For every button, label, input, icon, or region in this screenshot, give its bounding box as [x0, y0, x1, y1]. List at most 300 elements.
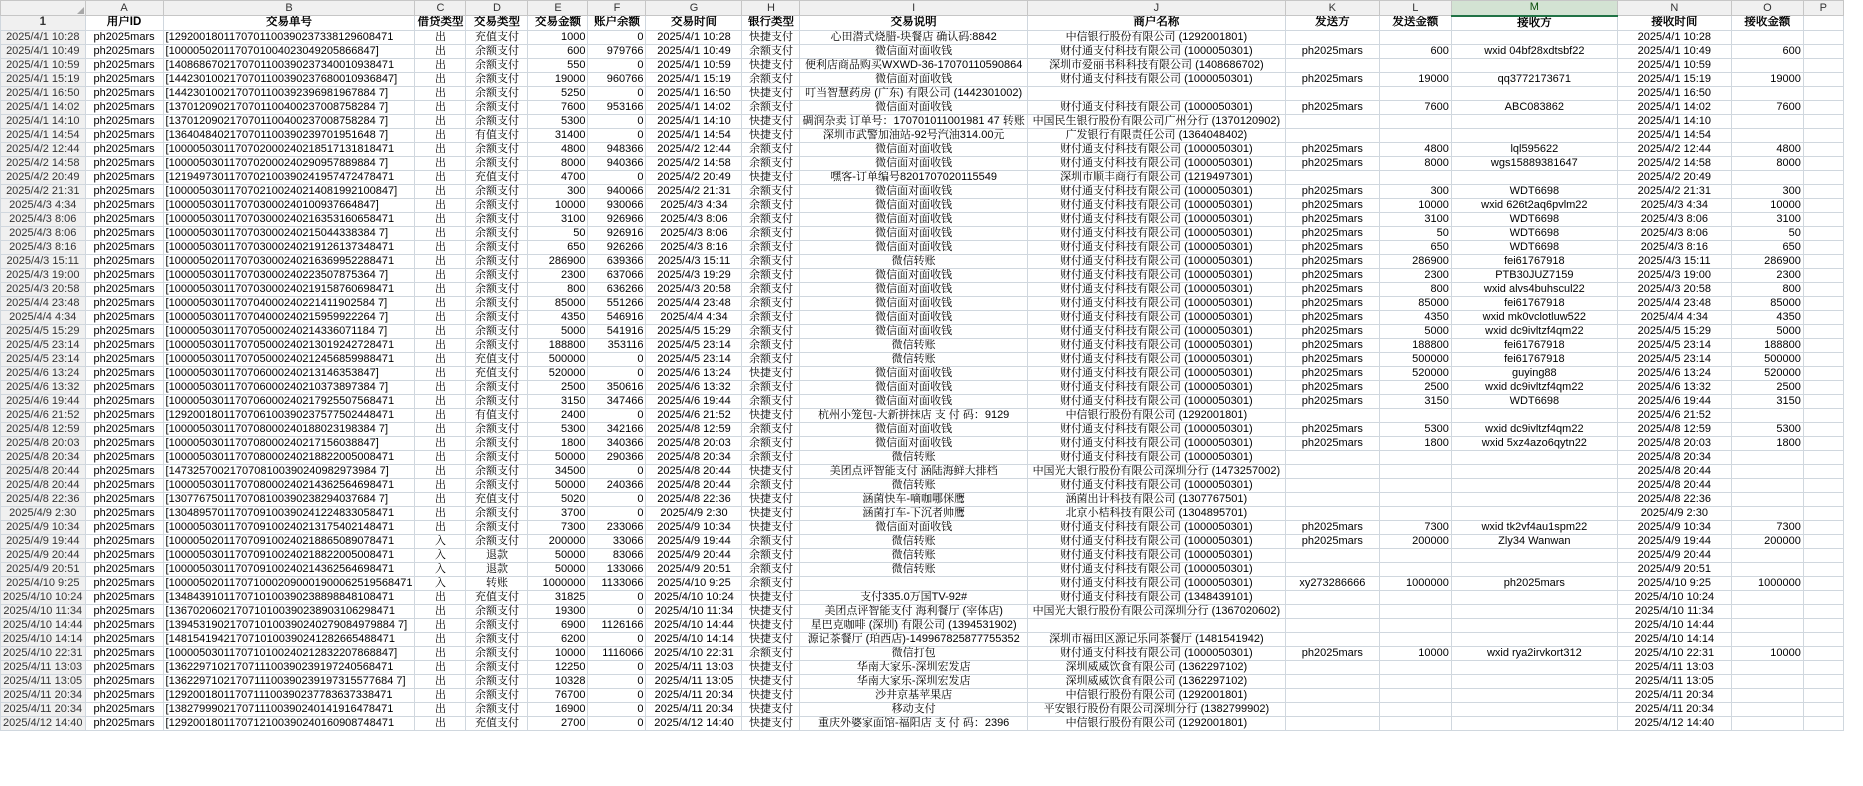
cell-d2025/4/1 16:50[interactable]: 余额支付 — [466, 86, 528, 100]
cell-a2025/4/5 15:29[interactable]: ph2025mars — [85, 324, 163, 338]
cell-p2025/4/8 20:44[interactable] — [1803, 464, 1843, 478]
cell-o2025/4/8 22:36[interactable] — [1731, 492, 1803, 506]
cell-n2025/4/1 10:49[interactable]: 2025/4/1 10:49 — [1617, 44, 1731, 58]
cell-m2025/4/9 10:34[interactable]: wxid tk2vf4au1spm22 — [1451, 520, 1617, 534]
cell-k2025/4/1 10:49[interactable]: ph2025mars — [1285, 44, 1379, 58]
cell-e2025/4/6 21:52[interactable]: 2400 — [528, 408, 588, 422]
cell-e2025/4/12 14:40[interactable]: 2700 — [528, 716, 588, 730]
cell-o2025/4/5 23:14[interactable]: 188800 — [1731, 338, 1803, 352]
cell-f2025/4/9 19:44[interactable]: 33066 — [588, 534, 646, 548]
cell-i2025/4/9 20:44[interactable]: 微信转账 — [800, 548, 1027, 562]
row-header-2025/4/5 23:14[interactable]: 2025/4/5 23:14 — [1, 352, 86, 366]
cell-j2025/4/10 9:25[interactable]: 财付通支付科技有限公司 (1000050301) — [1027, 576, 1285, 590]
cell-h2025/4/9 20:44[interactable]: 余额支付 — [742, 548, 800, 562]
cell-l2025/4/12 14:40[interactable] — [1379, 716, 1451, 730]
cell-c2025/4/8 20:44[interactable]: 出 — [415, 464, 466, 478]
cell-g2025/4/11 13:05[interactable]: 2025/4/11 13:05 — [646, 674, 742, 688]
cell-i2025/4/1 10:28[interactable]: 心田潜式烧腊-块餐店 确认码:8842 — [800, 30, 1027, 44]
cell-n2025/4/10 22:31[interactable]: 2025/4/10 22:31 — [1617, 646, 1731, 660]
cell-j2025/4/10 11:34[interactable]: 中国光大银行股份有限公司深圳分行 (1367020602) — [1027, 604, 1285, 618]
cell-n2025/4/1 10:59[interactable]: 2025/4/1 10:59 — [1617, 58, 1731, 72]
cell-o2025/4/5 23:14[interactable]: 500000 — [1731, 352, 1803, 366]
cell-a2025/4/10 14:14[interactable]: ph2025mars — [85, 632, 163, 646]
cell-n2025/4/4 23:48[interactable]: 2025/4/4 23:48 — [1617, 296, 1731, 310]
cell-d2025/4/8 20:44[interactable]: 余额支付 — [466, 464, 528, 478]
row-header-2025/4/1 10:59[interactable]: 2025/4/1 10:59 — [1, 58, 86, 72]
cell-k2025/4/11 20:34[interactable] — [1285, 688, 1379, 702]
cell-a2025/4/8 20:44[interactable]: ph2025mars — [85, 478, 163, 492]
cell-b2025/4/4 23:48[interactable]: [1000050301170704000240221411902584 7] — [163, 296, 415, 310]
cell-a2025/4/1 15:19[interactable]: ph2025mars — [85, 72, 163, 86]
cell-f2025/4/11 20:34[interactable]: 0 — [588, 702, 646, 716]
cell-k2025/4/10 14:44[interactable] — [1285, 618, 1379, 632]
cell-m2025/4/2 14:58[interactable]: wgs15889381647 — [1451, 156, 1617, 170]
cell-a2025/4/4 23:48[interactable]: ph2025mars — [85, 296, 163, 310]
cell-d2025/4/4 4:34[interactable]: 余额支付 — [466, 310, 528, 324]
cell-b2025/4/11 13:05[interactable]: [1362297102170711100390239197315577684 7] — [163, 674, 415, 688]
table-row[interactable] — [1, 30, 1844, 44]
table-row[interactable] — [1, 100, 1844, 114]
row-header-2025/4/3 4:34[interactable]: 2025/4/3 4:34 — [1, 198, 86, 212]
cell-c2025/4/8 12:59[interactable]: 出 — [415, 422, 466, 436]
cell-g2025/4/1 15:19[interactable]: 2025/4/1 15:19 — [646, 72, 742, 86]
cell-k2025/4/5 23:14[interactable]: ph2025mars — [1285, 352, 1379, 366]
cell-j2025/4/8 20:34[interactable]: 财付通支付科技有限公司 (1000050301) — [1027, 450, 1285, 464]
cell-h2025/4/1 14:54[interactable]: 快捷支付 — [742, 128, 800, 142]
table-row[interactable] — [1, 380, 1844, 394]
cell-h2025/4/9 10:34[interactable]: 快捷支付 — [742, 520, 800, 534]
cell-k2025/4/3 4:34[interactable]: ph2025mars — [1285, 198, 1379, 212]
cell-d2025/4/12 14:40[interactable]: 充值支付 — [466, 716, 528, 730]
cell-g2025/4/9 2:30[interactable]: 2025/4/9 2:30 — [646, 506, 742, 520]
cell-e2025/4/1 14:54[interactable]: 31400 — [528, 128, 588, 142]
cell-c2025/4/2 20:49[interactable]: 出 — [415, 170, 466, 184]
cell-k2025/4/10 10:24[interactable] — [1285, 590, 1379, 604]
row-header-2025/4/8 20:44[interactable]: 2025/4/8 20:44 — [1, 464, 86, 478]
cell-a2025/4/11 20:34[interactable]: ph2025mars — [85, 688, 163, 702]
cell-d2025/4/2 12:44[interactable]: 余额支付 — [466, 142, 528, 156]
cell-i2025/4/3 8:16[interactable]: 微信面对面收钱 — [800, 240, 1027, 254]
cell-c2025/4/1 10:59[interactable]: 出 — [415, 58, 466, 72]
table-row[interactable] — [1, 660, 1844, 674]
cell-h2025/4/12 14:40[interactable]: 快捷支付 — [742, 716, 800, 730]
cell-m2025/4/9 20:51[interactable] — [1451, 562, 1617, 576]
cell-l2025/4/1 15:19[interactable]: 19000 — [1379, 72, 1451, 86]
cell-b2025/4/8 20:44[interactable]: [1473257002170708100390240982973984 7] — [163, 464, 415, 478]
cell-e2025/4/3 15:11[interactable]: 286900 — [528, 254, 588, 268]
cell-c2025/4/1 14:10[interactable]: 出 — [415, 114, 466, 128]
row-header-2025/4/10 10:24[interactable]: 2025/4/10 10:24 — [1, 590, 86, 604]
cell-j2025/4/4 4:34[interactable]: 财付通支付科技有限公司 (1000050301) — [1027, 310, 1285, 324]
cell-p2025/4/9 2:30[interactable] — [1803, 506, 1843, 520]
cell-k2025/4/1 14:10[interactable] — [1285, 114, 1379, 128]
row-header-2025/4/8 12:59[interactable]: 2025/4/8 12:59 — [1, 422, 86, 436]
table-row[interactable] — [1, 688, 1844, 702]
cell-i2025/4/10 10:24[interactable]: 支付335.0万国TV-92# — [800, 590, 1027, 604]
cell-g2025/4/6 21:52[interactable]: 2025/4/6 21:52 — [646, 408, 742, 422]
cell-j2025/4/1 14:54[interactable]: 广发银行有限责任公司 (1364048402) — [1027, 128, 1285, 142]
cell-f2025/4/4 23:48[interactable]: 551266 — [588, 296, 646, 310]
cell-e2025/4/6 19:44[interactable]: 3150 — [528, 394, 588, 408]
cell-j2025/4/2 20:49[interactable]: 深圳市顺丰商行有限公司 (1219497301) — [1027, 170, 1285, 184]
cell-n2025/4/1 15:19[interactable]: 2025/4/1 15:19 — [1617, 72, 1731, 86]
cell-i2025/4/8 22:36[interactable]: 涵菌快车-嘀咖哪侎鹰 — [800, 492, 1027, 506]
row-header-2025/4/11 13:05[interactable]: 2025/4/11 13:05 — [1, 674, 86, 688]
cell-n2025/4/11 20:34[interactable]: 2025/4/11 20:34 — [1617, 688, 1731, 702]
cell-a2025/4/3 8:06[interactable]: ph2025mars — [85, 226, 163, 240]
cell-i2025/4/1 16:50[interactable]: 叮当智慧药房 (广东) 有限公司 (1442301002) — [800, 86, 1027, 100]
cell-d2025/4/5 23:14[interactable]: 充值支付 — [466, 352, 528, 366]
row-header-2025/4/8 22:36[interactable]: 2025/4/8 22:36 — [1, 492, 86, 506]
row-header-1[interactable]: 1 — [1, 16, 86, 31]
cell-i2025/4/11 13:05[interactable]: 华南大家乐-深圳宏发店 — [800, 674, 1027, 688]
cell-p2025/4/12 14:40[interactable] — [1803, 716, 1843, 730]
cell-o2025/4/8 20:44[interactable] — [1731, 464, 1803, 478]
cell-a2025/4/2 21:31[interactable]: ph2025mars — [85, 184, 163, 198]
row-header-2025/4/10 11:34[interactable]: 2025/4/10 11:34 — [1, 604, 86, 618]
row-header-2025/4/5 23:14[interactable]: 2025/4/5 23:14 — [1, 338, 86, 352]
cell-i2025/4/11 20:34[interactable]: 沙井京基苹果店 — [800, 688, 1027, 702]
table-row[interactable] — [1, 72, 1844, 86]
cell-j2025/4/8 20:44[interactable]: 财付通支付科技有限公司 (1000050301) — [1027, 478, 1285, 492]
cell-b2025/4/5 23:14[interactable]: [1000050301170705000240212456859988471 — [163, 352, 415, 366]
cell-c2025/4/2 21:31[interactable]: 出 — [415, 184, 466, 198]
cell-a2025/4/10 10:24[interactable]: ph2025mars — [85, 590, 163, 604]
table-row[interactable] — [1, 716, 1844, 730]
cell-n2025/4/3 8:06[interactable]: 2025/4/3 8:06 — [1617, 212, 1731, 226]
cell-f2025/4/10 9:25[interactable]: 1133066 — [588, 576, 646, 590]
cell-b2025/4/2 12:44[interactable]: [1000050301170702000240218517131818471 — [163, 142, 415, 156]
cell-f2025/4/9 20:51[interactable]: 133066 — [588, 562, 646, 576]
cell-n2025/4/9 20:51[interactable]: 2025/4/9 20:51 — [1617, 562, 1731, 576]
cell-o2025/4/10 11:34[interactable] — [1731, 604, 1803, 618]
cell-i2025/4/10 14:44[interactable]: 星巴克咖啡 (深圳) 有限公司 (1394531902) — [800, 618, 1027, 632]
row-header-2025/4/8 20:34[interactable]: 2025/4/8 20:34 — [1, 450, 86, 464]
table-row[interactable] — [1, 296, 1844, 310]
cell-a2025/4/4 4:34[interactable]: ph2025mars — [85, 310, 163, 324]
cell-p2025/4/11 20:34[interactable] — [1803, 688, 1843, 702]
cell-m2025/4/10 22:31[interactable]: wxid rya2irvkort312 — [1451, 646, 1617, 660]
cell-o2025/4/1 14:54[interactable] — [1731, 128, 1803, 142]
cell-n2025/4/8 20:03[interactable]: 2025/4/8 20:03 — [1617, 436, 1731, 450]
cell-g2025/4/3 15:11[interactable]: 2025/4/3 15:11 — [646, 254, 742, 268]
cell-h2025/4/3 8:16[interactable]: 余额支付 — [742, 240, 800, 254]
cell-d2025/4/6 13:32[interactable]: 余额支付 — [466, 380, 528, 394]
cell-l2025/4/3 15:11[interactable]: 286900 — [1379, 254, 1451, 268]
cell-k2025/4/1 15:19[interactable]: ph2025mars — [1285, 72, 1379, 86]
cell-k2025/4/8 20:44[interactable] — [1285, 478, 1379, 492]
cell-l2025/4/3 19:00[interactable]: 2300 — [1379, 268, 1451, 282]
cell-o2025/4/11 13:03[interactable] — [1731, 660, 1803, 674]
cell-c2025/4/9 10:34[interactable]: 出 — [415, 520, 466, 534]
cell-c2025/4/2 12:44[interactable]: 出 — [415, 142, 466, 156]
cell-l2025/4/1 10:28[interactable] — [1379, 30, 1451, 44]
cell-o2025/4/2 20:49[interactable] — [1731, 170, 1803, 184]
cell-g2025/4/2 14:58[interactable]: 2025/4/2 14:58 — [646, 156, 742, 170]
table-row[interactable] — [1, 254, 1844, 268]
header-cell-m[interactable]: 接收方 — [1451, 16, 1617, 31]
cell-h2025/4/5 23:14[interactable]: 余额支付 — [742, 338, 800, 352]
cell-g2025/4/4 4:34[interactable]: 2025/4/4 4:34 — [646, 310, 742, 324]
cell-k2025/4/8 22:36[interactable] — [1285, 492, 1379, 506]
cell-i2025/4/1 10:59[interactable]: 便利店商品购买WXWD-36-17070110590864 — [800, 58, 1027, 72]
cell-c2025/4/6 13:24[interactable]: 出 — [415, 366, 466, 380]
cell-o2025/4/9 20:44[interactable] — [1731, 548, 1803, 562]
cell-f2025/4/1 14:02[interactable]: 953166 — [588, 100, 646, 114]
cell-c2025/4/9 20:44[interactable]: 入 — [415, 548, 466, 562]
cell-k2025/4/9 20:44[interactable] — [1285, 548, 1379, 562]
column-header-f[interactable]: F — [588, 1, 646, 16]
cell-h2025/4/2 20:49[interactable]: 快捷支付 — [742, 170, 800, 184]
cell-f2025/4/1 15:19[interactable]: 960766 — [588, 72, 646, 86]
cell-k2025/4/8 20:34[interactable] — [1285, 450, 1379, 464]
cell-h2025/4/1 16:50[interactable]: 快捷支付 — [742, 86, 800, 100]
cell-e2025/4/8 22:36[interactable]: 5020 — [528, 492, 588, 506]
cell-j2025/4/1 16:50[interactable] — [1027, 86, 1285, 100]
cell-e2025/4/10 11:34[interactable]: 19300 — [528, 604, 588, 618]
cell-l2025/4/10 10:24[interactable] — [1379, 590, 1451, 604]
cell-g2025/4/9 20:51[interactable]: 2025/4/9 20:51 — [646, 562, 742, 576]
cell-a2025/4/8 12:59[interactable]: ph2025mars — [85, 422, 163, 436]
cell-j2025/4/6 13:32[interactable]: 财付通支付科技有限公司 (1000050301) — [1027, 380, 1285, 394]
cell-f2025/4/11 13:03[interactable]: 0 — [588, 660, 646, 674]
cell-n2025/4/8 22:36[interactable]: 2025/4/8 22:36 — [1617, 492, 1731, 506]
cell-p2025/4/9 20:44[interactable] — [1803, 548, 1843, 562]
cell-k2025/4/6 21:52[interactable] — [1285, 408, 1379, 422]
header-cell-g[interactable]: 交易时间 — [646, 16, 742, 31]
cell-j2025/4/1 10:59[interactable]: 深圳市爱丽书科科技有限公司 (1408686702) — [1027, 58, 1285, 72]
cell-n2025/4/1 14:02[interactable]: 2025/4/1 14:02 — [1617, 100, 1731, 114]
cell-e2025/4/9 20:44[interactable]: 50000 — [528, 548, 588, 562]
header-cell-c[interactable]: 借贷类型 — [415, 16, 466, 31]
cell-j2025/4/9 20:44[interactable]: 财付通支付科技有限公司 (1000050301) — [1027, 548, 1285, 562]
cell-k2025/4/9 20:51[interactable] — [1285, 562, 1379, 576]
cell-a2025/4/6 13:32[interactable]: ph2025mars — [85, 380, 163, 394]
header-cell-e[interactable]: 交易金额 — [528, 16, 588, 31]
cell-e2025/4/9 19:44[interactable]: 200000 — [528, 534, 588, 548]
cell-a2025/4/1 16:50[interactable]: ph2025mars — [85, 86, 163, 100]
cell-l2025/4/1 10:49[interactable]: 600 — [1379, 44, 1451, 58]
cell-n2025/4/5 23:14[interactable]: 2025/4/5 23:14 — [1617, 352, 1731, 366]
cell-n2025/4/2 14:58[interactable]: 2025/4/2 14:58 — [1617, 156, 1731, 170]
table-row[interactable] — [1, 548, 1844, 562]
cell-b2025/4/3 4:34[interactable]: [1000050301170703000240100937664847] — [163, 198, 415, 212]
cell-n2025/4/11 13:05[interactable]: 2025/4/11 13:05 — [1617, 674, 1731, 688]
header-cell-h[interactable]: 银行类型 — [742, 16, 800, 31]
table-row[interactable] — [1, 338, 1844, 352]
cell-g2025/4/1 10:59[interactable]: 2025/4/1 10:59 — [646, 58, 742, 72]
cell-b2025/4/2 20:49[interactable]: [1219497301170702100390241957472478471 — [163, 170, 415, 184]
cell-o2025/4/8 12:59[interactable]: 5300 — [1731, 422, 1803, 436]
cell-h2025/4/1 10:59[interactable]: 快捷支付 — [742, 58, 800, 72]
cell-h2025/4/4 23:48[interactable]: 余额支付 — [742, 296, 800, 310]
row-header-2025/4/6 13:32[interactable]: 2025/4/6 13:32 — [1, 380, 86, 394]
cell-i2025/4/9 19:44[interactable]: 微信转账 — [800, 534, 1027, 548]
row-header-2025/4/3 8:06[interactable]: 2025/4/3 8:06 — [1, 212, 86, 226]
cell-e2025/4/11 20:34[interactable]: 16900 — [528, 702, 588, 716]
table-row[interactable] — [1, 212, 1844, 226]
cell-m2025/4/2 12:44[interactable]: lql595622 — [1451, 142, 1617, 156]
cell-m2025/4/6 13:24[interactable]: guying88 — [1451, 366, 1617, 380]
cell-h2025/4/3 19:00[interactable]: 余额支付 — [742, 268, 800, 282]
cell-c2025/4/3 8:06[interactable]: 出 — [415, 226, 466, 240]
cell-c2025/4/6 13:32[interactable]: 出 — [415, 380, 466, 394]
header-cell-l[interactable]: 发送金额 — [1379, 16, 1451, 31]
cell-b2025/4/11 20:34[interactable]: [1382799902170711100390240141916478471 — [163, 702, 415, 716]
cell-o2025/4/3 8:06[interactable]: 50 — [1731, 226, 1803, 240]
cell-k2025/4/6 13:24[interactable]: ph2025mars — [1285, 366, 1379, 380]
cell-f2025/4/9 10:34[interactable]: 233066 — [588, 520, 646, 534]
cell-b2025/4/1 10:59[interactable]: [1408686702170701100390237340010938471 — [163, 58, 415, 72]
cell-d2025/4/3 15:11[interactable]: 余额支付 — [466, 254, 528, 268]
cell-i2025/4/4 4:34[interactable]: 微信面对面收钱 — [800, 310, 1027, 324]
cell-m2025/4/10 11:34[interactable] — [1451, 604, 1617, 618]
table-row[interactable] — [1, 562, 1844, 576]
cell-d2025/4/3 4:34[interactable]: 余额支付 — [466, 198, 528, 212]
cell-b2025/4/11 13:03[interactable]: [1362297102170711100390239197240568471 — [163, 660, 415, 674]
cell-l2025/4/6 21:52[interactable] — [1379, 408, 1451, 422]
cell-b2025/4/1 14:10[interactable]: [1370120902170701100400237008758284 7] — [163, 114, 415, 128]
row-header-2025/4/3 19:00[interactable]: 2025/4/3 19:00 — [1, 268, 86, 282]
cell-a2025/4/9 20:44[interactable]: ph2025mars — [85, 548, 163, 562]
cell-h2025/4/8 20:03[interactable]: 余额支付 — [742, 436, 800, 450]
cell-n2025/4/6 13:24[interactable]: 2025/4/6 13:24 — [1617, 366, 1731, 380]
cell-g2025/4/2 20:49[interactable]: 2025/4/2 20:49 — [646, 170, 742, 184]
cell-n2025/4/6 19:44[interactable]: 2025/4/6 19:44 — [1617, 394, 1731, 408]
cell-j2025/4/10 14:14[interactable]: 深圳市福田区源记乐同茶餐厅 (1481541942) — [1027, 632, 1285, 646]
row-header-2025/4/12 14:40[interactable]: 2025/4/12 14:40 — [1, 716, 86, 730]
cell-b2025/4/11 20:34[interactable]: [1292001801170711100390237783637338471 — [163, 688, 415, 702]
cell-l2025/4/10 11:34[interactable] — [1379, 604, 1451, 618]
cell-a2025/4/10 9:25[interactable]: ph2025mars — [85, 576, 163, 590]
cell-p2025/4/1 10:49[interactable] — [1803, 44, 1843, 58]
cell-b2025/4/3 20:58[interactable]: [1000050301170703000240219158760698471 — [163, 282, 415, 296]
cell-d2025/4/3 19:00[interactable]: 余额支付 — [466, 268, 528, 282]
row-header-2025/4/3 8:16[interactable]: 2025/4/3 8:16 — [1, 240, 86, 254]
cell-n2025/4/4 4:34[interactable]: 2025/4/4 4:34 — [1617, 310, 1731, 324]
cell-p2025/4/11 20:34[interactable] — [1803, 702, 1843, 716]
cell-j2025/4/1 14:02[interactable]: 财付通支付科技有限公司 (1000050301) — [1027, 100, 1285, 114]
cell-a2025/4/3 15:11[interactable]: ph2025mars — [85, 254, 163, 268]
cell-b2025/4/10 22:31[interactable]: [1000050301170710100240212832207868847] — [163, 646, 415, 660]
cell-e2025/4/8 20:03[interactable]: 1800 — [528, 436, 588, 450]
cell-b2025/4/2 14:58[interactable]: [1000050301170702000240290957889884 7] — [163, 156, 415, 170]
cell-p2025/4/8 20:03[interactable] — [1803, 436, 1843, 450]
cell-g2025/4/5 15:29[interactable]: 2025/4/5 15:29 — [646, 324, 742, 338]
cell-m2025/4/10 14:14[interactable] — [1451, 632, 1617, 646]
cell-h2025/4/10 9:25[interactable]: 余额支付 — [742, 576, 800, 590]
cell-c2025/4/1 10:28[interactable]: 出 — [415, 30, 466, 44]
cell-o2025/4/11 20:34[interactable] — [1731, 702, 1803, 716]
cell-a2025/4/9 20:51[interactable]: ph2025mars — [85, 562, 163, 576]
cell-h2025/4/3 20:58[interactable]: 余额支付 — [742, 282, 800, 296]
cell-f2025/4/8 20:44[interactable]: 240366 — [588, 478, 646, 492]
cell-l2025/4/6 13:24[interactable]: 520000 — [1379, 366, 1451, 380]
row-header-2025/4/1 10:28[interactable]: 2025/4/1 10:28 — [1, 30, 86, 44]
cell-e2025/4/2 20:49[interactable]: 4700 — [528, 170, 588, 184]
table-row[interactable] — [1, 86, 1844, 100]
cell-o2025/4/11 20:34[interactable] — [1731, 688, 1803, 702]
cell-i2025/4/8 20:03[interactable]: 微信面对面收钱 — [800, 436, 1027, 450]
cell-i2025/4/2 14:58[interactable]: 微信面对面收钱 — [800, 156, 1027, 170]
cell-c2025/4/6 21:52[interactable]: 出 — [415, 408, 466, 422]
cell-p2025/4/1 14:10[interactable] — [1803, 114, 1843, 128]
cell-a2025/4/8 22:36[interactable]: ph2025mars — [85, 492, 163, 506]
cell-l2025/4/4 23:48[interactable]: 85000 — [1379, 296, 1451, 310]
cell-p2025/4/10 9:25[interactable] — [1803, 576, 1843, 590]
cell-g2025/4/3 4:34[interactable]: 2025/4/3 4:34 — [646, 198, 742, 212]
cell-g2025/4/3 19:00[interactable]: 2025/4/3 19:29 — [646, 268, 742, 282]
cell-f2025/4/10 14:44[interactable]: 1126166 — [588, 618, 646, 632]
cell-b2025/4/2 21:31[interactable]: [1000050301170702100240214081992100847] — [163, 184, 415, 198]
cell-j2025/4/9 10:34[interactable]: 财付通支付科技有限公司 (1000050301) — [1027, 520, 1285, 534]
cell-d2025/4/6 19:44[interactable]: 余额支付 — [466, 394, 528, 408]
cell-k2025/4/3 20:58[interactable]: ph2025mars — [1285, 282, 1379, 296]
cell-h2025/4/2 21:31[interactable]: 余额支付 — [742, 184, 800, 198]
cell-e2025/4/4 23:48[interactable]: 85000 — [528, 296, 588, 310]
cell-n2025/4/9 19:44[interactable]: 2025/4/9 19:44 — [1617, 534, 1731, 548]
cell-f2025/4/6 19:44[interactable]: 347466 — [588, 394, 646, 408]
cell-f2025/4/2 12:44[interactable]: 948366 — [588, 142, 646, 156]
cell-c2025/4/10 9:25[interactable]: 入 — [415, 576, 466, 590]
row-header-2025/4/10 22:31[interactable]: 2025/4/10 22:31 — [1, 646, 86, 660]
cell-m2025/4/8 22:36[interactable] — [1451, 492, 1617, 506]
cell-j2025/4/8 20:44[interactable]: 中国光大银行股份有限公司深圳分行 (1473257002) — [1027, 464, 1285, 478]
cell-j2025/4/3 20:58[interactable]: 财付通支付科技有限公司 (1000050301) — [1027, 282, 1285, 296]
cell-l2025/4/6 13:32[interactable]: 2500 — [1379, 380, 1451, 394]
cell-p2025/4/10 11:34[interactable] — [1803, 604, 1843, 618]
cell-o2025/4/9 19:44[interactable]: 200000 — [1731, 534, 1803, 548]
cell-f2025/4/1 16:50[interactable]: 0 — [588, 86, 646, 100]
row-header-2025/4/6 19:44[interactable]: 2025/4/6 19:44 — [1, 394, 86, 408]
cell-b2025/4/9 20:44[interactable]: [1000050301170709100240218822005008471 — [163, 548, 415, 562]
cell-a2025/4/2 20:49[interactable]: ph2025mars — [85, 170, 163, 184]
cell-i2025/4/11 13:03[interactable]: 华南大家乐-深圳宏发店 — [800, 660, 1027, 674]
cell-h2025/4/3 15:11[interactable]: 余额支付 — [742, 254, 800, 268]
cell-d2025/4/9 19:44[interactable]: 余额支付 — [466, 534, 528, 548]
cell-n2025/4/10 14:14[interactable]: 2025/4/10 14:14 — [1617, 632, 1731, 646]
cell-k2025/4/9 10:34[interactable]: ph2025mars — [1285, 520, 1379, 534]
column-header-d[interactable]: D — [466, 1, 528, 16]
cell-p2025/4/3 20:58[interactable] — [1803, 282, 1843, 296]
table-row[interactable] — [1, 44, 1844, 58]
cell-j2025/4/1 15:19[interactable]: 财付通支付科技有限公司 (1000050301) — [1027, 72, 1285, 86]
cell-d2025/4/11 13:05[interactable]: 余额支付 — [466, 674, 528, 688]
cell-a2025/4/2 12:44[interactable]: ph2025mars — [85, 142, 163, 156]
cell-f2025/4/8 20:44[interactable]: 0 — [588, 464, 646, 478]
cell-i2025/4/10 9:25[interactable] — [800, 576, 1027, 590]
row-header-2025/4/3 20:58[interactable]: 2025/4/3 20:58 — [1, 282, 86, 296]
cell-e2025/4/11 20:34[interactable]: 76700 — [528, 688, 588, 702]
cell-d2025/4/9 20:44[interactable]: 退款 — [466, 548, 528, 562]
cell-k2025/4/4 23:48[interactable]: ph2025mars — [1285, 296, 1379, 310]
cell-n2025/4/9 20:44[interactable]: 2025/4/9 20:44 — [1617, 548, 1731, 562]
cell-a2025/4/9 10:34[interactable]: ph2025mars — [85, 520, 163, 534]
cell-p2025/4/4 23:48[interactable] — [1803, 296, 1843, 310]
cell-k2025/4/1 14:02[interactable]: ph2025mars — [1285, 100, 1379, 114]
row-header-2025/4/2 14:58[interactable]: 2025/4/2 14:58 — [1, 156, 86, 170]
cell-d2025/4/5 23:14[interactable]: 余额支付 — [466, 338, 528, 352]
cell-d2025/4/3 20:58[interactable]: 余额支付 — [466, 282, 528, 296]
cell-h2025/4/8 20:34[interactable]: 余额支付 — [742, 450, 800, 464]
cell-n2025/4/12 14:40[interactable]: 2025/4/12 14:40 — [1617, 716, 1731, 730]
cell-e2025/4/6 13:24[interactable]: 520000 — [528, 366, 588, 380]
cell-i2025/4/11 20:34[interactable]: 移动支付 — [800, 702, 1027, 716]
cell-k2025/4/2 20:49[interactable] — [1285, 170, 1379, 184]
cell-l2025/4/10 14:44[interactable] — [1379, 618, 1451, 632]
cell-p2025/4/3 8:06[interactable] — [1803, 226, 1843, 240]
cell-d2025/4/2 21:31[interactable]: 余额支付 — [466, 184, 528, 198]
